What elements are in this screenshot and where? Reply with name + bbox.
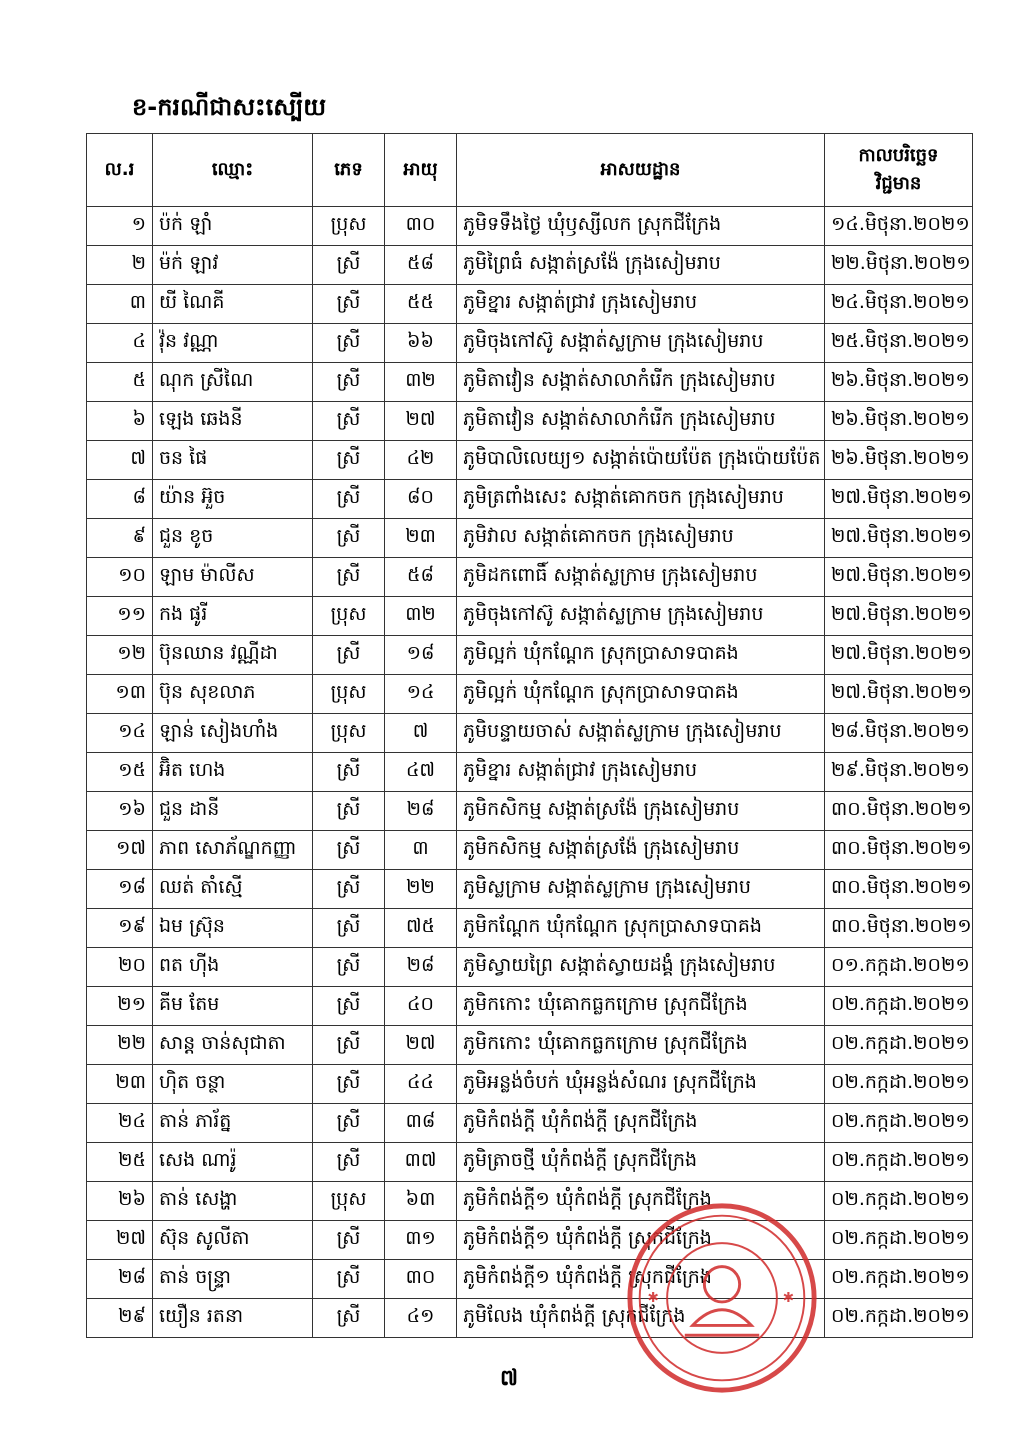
table-row bbox=[87, 987, 973, 1026]
cell-no: ២២ bbox=[87, 1026, 153, 1065]
cell-sex: ស្រី bbox=[313, 285, 385, 324]
cell-name: វ៉ុន វណ្ណា bbox=[153, 324, 313, 363]
cell-no: ៧ bbox=[87, 441, 153, 480]
table-row bbox=[87, 870, 973, 909]
cell-no: ១១ bbox=[87, 597, 153, 636]
table-row bbox=[87, 948, 973, 987]
cell-sex: ស្រី bbox=[313, 519, 385, 558]
table-row bbox=[87, 246, 973, 285]
cell-positive-date: ០២.កក្កដា.២០២១ bbox=[825, 1104, 973, 1143]
cell-positive-date: ២៦.មិថុនា.២០២១ bbox=[825, 363, 973, 402]
cell-address: ភូមិតាវៀន សង្កាត់សាលាកំរើក ក្រុងសៀមរាប bbox=[457, 363, 825, 402]
cell-address: ភូមិត្រពាំងសេះ សង្កាត់គោកចក ក្រុងសៀមរាប bbox=[457, 480, 825, 519]
cell-age: ៥៥ bbox=[385, 285, 457, 324]
cell-age: ១៨ bbox=[385, 636, 457, 675]
cell-no: ២៥ bbox=[87, 1143, 153, 1182]
cell-positive-date: ១៤.មិថុនា.២០២១ bbox=[825, 207, 973, 246]
cell-age: ៤១ bbox=[385, 1299, 457, 1338]
cell-no: ៣ bbox=[87, 285, 153, 324]
table-row bbox=[87, 441, 973, 480]
cell-sex: ស្រី bbox=[313, 1104, 385, 1143]
cell-no: ១៨ bbox=[87, 870, 153, 909]
cell-no: ៨ bbox=[87, 480, 153, 519]
cell-address: ភូមិបន្ទាយចាស់ សង្កាត់ស្លក្រាម ក្រុងសៀមរាប bbox=[457, 714, 825, 753]
cell-age: ៣ bbox=[385, 831, 457, 870]
cell-age: ៥៨ bbox=[385, 558, 457, 597]
cell-age: ៦៦ bbox=[385, 324, 457, 363]
cell-sex: ស្រី bbox=[313, 480, 385, 519]
cell-address: ភូមិកំពង់ក្ដី ឃុំកំពង់ក្ដី ស្រុកជីក្រែង bbox=[457, 1104, 825, 1143]
column-header-name: ឈ្មោះ bbox=[153, 134, 313, 207]
cell-age: ៧ bbox=[385, 714, 457, 753]
cell-name: គីម តែម bbox=[153, 987, 313, 1026]
cell-positive-date: ២៩.មិថុនា.២០២១ bbox=[825, 753, 973, 792]
table-row bbox=[87, 753, 973, 792]
cell-age: ២២ bbox=[385, 870, 457, 909]
cell-positive-date: ០២.កក្កដា.២០២១ bbox=[825, 1065, 973, 1104]
cell-name: ប៉ក់ ឡាំ bbox=[153, 207, 313, 246]
cell-positive-date: ២៥.មិថុនា.២០២១ bbox=[825, 324, 973, 363]
cell-sex: ស្រី bbox=[313, 1143, 385, 1182]
cell-name: តាន់ ចន្ទ្រា bbox=[153, 1260, 313, 1299]
cell-no: ២៩ bbox=[87, 1299, 153, 1338]
cell-positive-date: ០២.កក្កដា.២០២១ bbox=[825, 987, 973, 1026]
table-row bbox=[87, 1260, 973, 1299]
table-row bbox=[87, 1299, 973, 1338]
cell-name: ពត ហ៊ីង bbox=[153, 948, 313, 987]
cell-no: ១០ bbox=[87, 558, 153, 597]
cell-age: ៤០ bbox=[385, 987, 457, 1026]
cell-sex: ស្រី bbox=[313, 558, 385, 597]
cell-name: ឡេង ឆេងនី bbox=[153, 402, 313, 441]
cell-age: ២៧ bbox=[385, 1026, 457, 1065]
recovered-cases-table bbox=[86, 133, 973, 1338]
cell-age: ២៨ bbox=[385, 792, 457, 831]
cell-address: ភូមិត្រាចថ្មី ឃុំកំពង់ក្ដី ស្រុកជីក្រែង bbox=[457, 1143, 825, 1182]
cell-address: ភូមិកសិកម្ម សង្កាត់ស្រង៉ែ ក្រុងសៀមរាប bbox=[457, 792, 825, 831]
table-row bbox=[87, 1104, 973, 1143]
table-header-row bbox=[87, 134, 973, 207]
cell-age: ៣២ bbox=[385, 363, 457, 402]
cell-address: ភូមិចុងកៅស៊ូ សង្កាត់ស្លក្រាម ក្រុងសៀមរាប bbox=[457, 324, 825, 363]
table-body bbox=[87, 207, 973, 1338]
table-row bbox=[87, 207, 973, 246]
cell-sex: ស្រី bbox=[313, 831, 385, 870]
cell-no: ១៤ bbox=[87, 714, 153, 753]
cell-address: ភូមិស្លក្រាម សង្កាត់ស្លក្រាម ក្រុងសៀមរាប bbox=[457, 870, 825, 909]
cell-name: តាន់ ភារ័ត្ន bbox=[153, 1104, 313, 1143]
table-row bbox=[87, 480, 973, 519]
cell-positive-date: ២៧.មិថុនា.២០២១ bbox=[825, 480, 973, 519]
cell-sex: ស្រី bbox=[313, 1065, 385, 1104]
cell-sex: ស្រី bbox=[313, 1260, 385, 1299]
table-row bbox=[87, 792, 973, 831]
cell-positive-date: ២៧.មិថុនា.២០២១ bbox=[825, 636, 973, 675]
cell-name: ម៉ក់ ឡាវ bbox=[153, 246, 313, 285]
cell-no: ១៣ bbox=[87, 675, 153, 714]
cell-age: ១៤ bbox=[385, 675, 457, 714]
table-row bbox=[87, 714, 973, 753]
cell-name: យ៉ាន អ៊ួច bbox=[153, 480, 313, 519]
cell-address: ភូមិកកោះ ឃុំគោកធ្លកក្រោម ស្រុកជីក្រែង bbox=[457, 987, 825, 1026]
cell-address: ភូមិបាលិលេយ្យ១ សង្កាត់ប៉ោយប៉ែត ក្រុងប៉ោយប៉ែត bbox=[457, 441, 825, 480]
table-row bbox=[87, 363, 973, 402]
cell-positive-date: ៣០.មិថុនា.២០២១ bbox=[825, 909, 973, 948]
cell-positive-date: ២៧.មិថុនា.២០២១ bbox=[825, 675, 973, 714]
cell-positive-date: ០១.កក្កដា.២០២១ bbox=[825, 948, 973, 987]
cell-no: ៥ bbox=[87, 363, 153, 402]
column-header-age: អាយុ bbox=[385, 134, 457, 207]
column-header-positive-date bbox=[825, 134, 973, 207]
cell-sex: ប្រុស bbox=[313, 207, 385, 246]
cell-no: ១៦ bbox=[87, 792, 153, 831]
cell-age: ៥៨ bbox=[385, 246, 457, 285]
cell-positive-date: ០២.កក្កដា.២០២១ bbox=[825, 1299, 973, 1338]
cell-positive-date: ០២.កក្កដា.២០២១ bbox=[825, 1143, 973, 1182]
cell-sex: ស្រី bbox=[313, 870, 385, 909]
cell-name: ជួន ខូច bbox=[153, 519, 313, 558]
cell-address: ភូមិខ្នារ សង្កាត់ជ្រាវ ក្រុងសៀមរាប bbox=[457, 285, 825, 324]
cell-no: ២៣ bbox=[87, 1065, 153, 1104]
cell-positive-date: ៣០.មិថុនា.២០២១ bbox=[825, 792, 973, 831]
column-header-positive-date-line1: កាលបរិច្ឆេទ bbox=[858, 145, 939, 166]
column-header-positive-date-line2: វិជ្ជមាន bbox=[875, 173, 922, 194]
cell-no: ២៦ bbox=[87, 1182, 153, 1221]
cell-address: ភូមិកំពង់ក្ដី១ ឃុំកំពង់ក្ដី ស្រុកជីក្រែង bbox=[457, 1221, 825, 1260]
cell-address: ភូមិតាវៀន សង្កាត់សាលាកំរើក ក្រុងសៀមរាប bbox=[457, 402, 825, 441]
cell-sex: ស្រី bbox=[313, 1221, 385, 1260]
cell-address: ភូមិទទឹងថ្ងៃ ឃុំឫស្សីលក ស្រុកជីក្រែង bbox=[457, 207, 825, 246]
table-row bbox=[87, 597, 973, 636]
cell-name: ឯម ស្រ៊ុន bbox=[153, 909, 313, 948]
cell-sex: ស្រី bbox=[313, 636, 385, 675]
column-header-sex: ភេទ bbox=[313, 134, 385, 207]
cell-age: ៣៧ bbox=[385, 1143, 457, 1182]
column-header-address: អាសយដ្ឋាន bbox=[457, 134, 825, 207]
cell-name: ហ៊ិត ចន្ថា bbox=[153, 1065, 313, 1104]
cell-address: ភូមិកកោះ ឃុំគោកធ្លកក្រោម ស្រុកជីក្រែង bbox=[457, 1026, 825, 1065]
cell-no: ២៧ bbox=[87, 1221, 153, 1260]
cell-age: ៧៥ bbox=[385, 909, 457, 948]
cell-name: ណុក ស្រីណៃ bbox=[153, 363, 313, 402]
cell-name: ជួន ដានី bbox=[153, 792, 313, 831]
cell-name: ភាព សោភ័ណ្ឌកញ្ញា bbox=[153, 831, 313, 870]
cell-sex: ស្រី bbox=[313, 363, 385, 402]
cell-no: ១២ bbox=[87, 636, 153, 675]
cell-no: ២០ bbox=[87, 948, 153, 987]
cell-no: ៩ bbox=[87, 519, 153, 558]
cell-address: ភូមិកសិកម្ម សង្កាត់ស្រង៉ែ ក្រុងសៀមរាប bbox=[457, 831, 825, 870]
page-number: ៧ bbox=[499, 1366, 519, 1391]
table-row bbox=[87, 324, 973, 363]
cell-age: ៣០ bbox=[385, 207, 457, 246]
cell-no: ១៧ bbox=[87, 831, 153, 870]
cell-positive-date: ២៦.មិថុនា.២០២១ bbox=[825, 441, 973, 480]
table-row bbox=[87, 1026, 973, 1065]
cell-sex: ស្រី bbox=[313, 1026, 385, 1065]
cell-positive-date: ០២.កក្កដា.២០២១ bbox=[825, 1182, 973, 1221]
cell-no: ២៤ bbox=[87, 1104, 153, 1143]
svg-text:✱: ✱ bbox=[647, 1289, 660, 1306]
table-row bbox=[87, 1182, 973, 1221]
cell-no: ១៩ bbox=[87, 909, 153, 948]
table-row bbox=[87, 1065, 973, 1104]
table-row bbox=[87, 1143, 973, 1182]
cell-no: ១៥ bbox=[87, 753, 153, 792]
cell-positive-date: ២៧.មិថុនា.២០២១ bbox=[825, 558, 973, 597]
cell-age: ៣៨ bbox=[385, 1104, 457, 1143]
cell-name: ឈត់ តាំស្មើ bbox=[153, 870, 313, 909]
cell-age: ៨០ bbox=[385, 480, 457, 519]
cell-no: ២១ bbox=[87, 987, 153, 1026]
cell-name: សេង ណារ៉ូ bbox=[153, 1143, 313, 1182]
cell-address: ភូមិកំពង់ក្ដី១ ឃុំកំពង់ក្ដី ស្រុកជីក្រែង bbox=[457, 1182, 825, 1221]
cell-positive-date: ២៨.មិថុនា.២០២១ bbox=[825, 714, 973, 753]
cell-sex: ស្រី bbox=[313, 1299, 385, 1338]
cell-sex: ប្រុស bbox=[313, 714, 385, 753]
cell-name: កង ផូរី bbox=[153, 597, 313, 636]
cell-sex: ប្រុស bbox=[313, 1182, 385, 1221]
cell-positive-date: ៣០.មិថុនា.២០២១ bbox=[825, 831, 973, 870]
cell-sex: ស្រី bbox=[313, 792, 385, 831]
cell-age: ៤៧ bbox=[385, 753, 457, 792]
cell-age: ៣១ bbox=[385, 1221, 457, 1260]
cell-positive-date: ០២.កក្កដា.២០២១ bbox=[825, 1221, 973, 1260]
cell-no: ១ bbox=[87, 207, 153, 246]
cell-positive-date: ០២.កក្កដា.២០២១ bbox=[825, 1026, 973, 1065]
cell-name: ប៊ុនឈាន វណ្ណីដា bbox=[153, 636, 313, 675]
cell-age: ៤៤ bbox=[385, 1065, 457, 1104]
table-row bbox=[87, 909, 973, 948]
cell-positive-date: ២៤.មិថុនា.២០២១ bbox=[825, 285, 973, 324]
cell-name: សាន្ត ចាន់សុជាតា bbox=[153, 1026, 313, 1065]
cell-address: ភូមិដកពោធិ៍ សង្កាត់ស្លក្រាម ក្រុងសៀមរាប bbox=[457, 558, 825, 597]
cell-positive-date: ៣០.មិថុនា.២០២១ bbox=[825, 870, 973, 909]
cell-positive-date: ២៧.មិថុនា.២០២១ bbox=[825, 597, 973, 636]
cell-age: ៤២ bbox=[385, 441, 457, 480]
table-row bbox=[87, 831, 973, 870]
cell-sex: ប្រុស bbox=[313, 675, 385, 714]
cell-name: យឿន រតនា bbox=[153, 1299, 313, 1338]
cell-name: ឡាន់ សៀងហាំង bbox=[153, 714, 313, 753]
table-row bbox=[87, 636, 973, 675]
cell-address: ភូមិអន្លង់ចំបក់ ឃុំអន្លង់សំណរ ស្រុកជីក្រែង bbox=[457, 1065, 825, 1104]
cell-name: អ៊ិត ហេង bbox=[153, 753, 313, 792]
cell-address: ភូមិខ្នារ សង្កាត់ជ្រាវ ក្រុងសៀមរាប bbox=[457, 753, 825, 792]
cell-sex: ប្រុស bbox=[313, 597, 385, 636]
cell-no: ៦ bbox=[87, 402, 153, 441]
cell-no: ២ bbox=[87, 246, 153, 285]
cell-sex: ស្រី bbox=[313, 948, 385, 987]
cell-positive-date: ២៦.មិថុនា.២០២១ bbox=[825, 402, 973, 441]
cell-address: ភូមិល្អក់ ឃុំកណ្ដែក ស្រុកប្រាសាទបាគង bbox=[457, 675, 825, 714]
cell-address: ភូមិស្វាយព្រៃ សង្កាត់ស្វាយដង្គំ ក្រុងសៀមរាប bbox=[457, 948, 825, 987]
table-row bbox=[87, 1221, 973, 1260]
cell-age: ៦៣ bbox=[385, 1182, 457, 1221]
cell-positive-date: ២២.មិថុនា.២០២១ bbox=[825, 246, 973, 285]
cell-address: ភូមិវាល សង្កាត់គោកចក ក្រុងសៀមរាប bbox=[457, 519, 825, 558]
cell-name: ស៊ុន សូលីតា bbox=[153, 1221, 313, 1260]
cell-sex: ស្រី bbox=[313, 246, 385, 285]
cell-address: ភូមិព្រៃធំ សង្កាត់ស្រង៉ែ ក្រុងសៀមរាប bbox=[457, 246, 825, 285]
cell-sex: ស្រី bbox=[313, 909, 385, 948]
cell-positive-date: ២៧.មិថុនា.២០២១ bbox=[825, 519, 973, 558]
cell-address: ភូមិលែង ឃុំកំពង់ក្ដី ស្រុកជីក្រែង bbox=[457, 1299, 825, 1338]
cell-sex: ស្រី bbox=[313, 402, 385, 441]
cell-sex: ស្រី bbox=[313, 324, 385, 363]
table-row bbox=[87, 558, 973, 597]
table-row bbox=[87, 519, 973, 558]
cell-age: ៣០ bbox=[385, 1260, 457, 1299]
table-row bbox=[87, 402, 973, 441]
cell-name: តាន់ សេង្ហា bbox=[153, 1182, 313, 1221]
cell-no: ៤ bbox=[87, 324, 153, 363]
cell-name: យី ណៃគី bbox=[153, 285, 313, 324]
cell-sex: ស្រី bbox=[313, 441, 385, 480]
cell-sex: ស្រី bbox=[313, 987, 385, 1026]
cell-age: ២៨ bbox=[385, 948, 457, 987]
cell-age: ២៧ bbox=[385, 402, 457, 441]
cell-address: ភូមិល្អក់ ឃុំកណ្ដែក ស្រុកប្រាសាទបាគង bbox=[457, 636, 825, 675]
section-heading: ខ-ករណីជាសះស្បើយ bbox=[132, 93, 327, 121]
svg-text:✱: ✱ bbox=[782, 1289, 795, 1306]
cell-name: ចន ផៃ bbox=[153, 441, 313, 480]
cell-age: ៣២ bbox=[385, 597, 457, 636]
cell-name: ប៊ុន សុខលាភ bbox=[153, 675, 313, 714]
cell-age: ២៣ bbox=[385, 519, 457, 558]
cell-address: ភូមិចុងកៅស៊ូ សង្កាត់ស្លក្រាម ក្រុងសៀមរាប bbox=[457, 597, 825, 636]
cell-address: ភូមិកណ្ដែក ឃុំកណ្ដែក ស្រុកប្រាសាទបាគង bbox=[457, 909, 825, 948]
cell-sex: ស្រី bbox=[313, 753, 385, 792]
cell-no: ២៨ bbox=[87, 1260, 153, 1299]
cell-positive-date: ០២.កក្កដា.២០២១ bbox=[825, 1260, 973, 1299]
cell-address: ភូមិកំពង់ក្ដី១ ឃុំកំពង់ក្ដី ស្រុកជីក្រែង bbox=[457, 1260, 825, 1299]
cell-name: ឡាម ម៉ាលីស bbox=[153, 558, 313, 597]
table-row bbox=[87, 285, 973, 324]
table-row bbox=[87, 675, 973, 714]
column-header-no: ល.រ bbox=[87, 134, 153, 207]
